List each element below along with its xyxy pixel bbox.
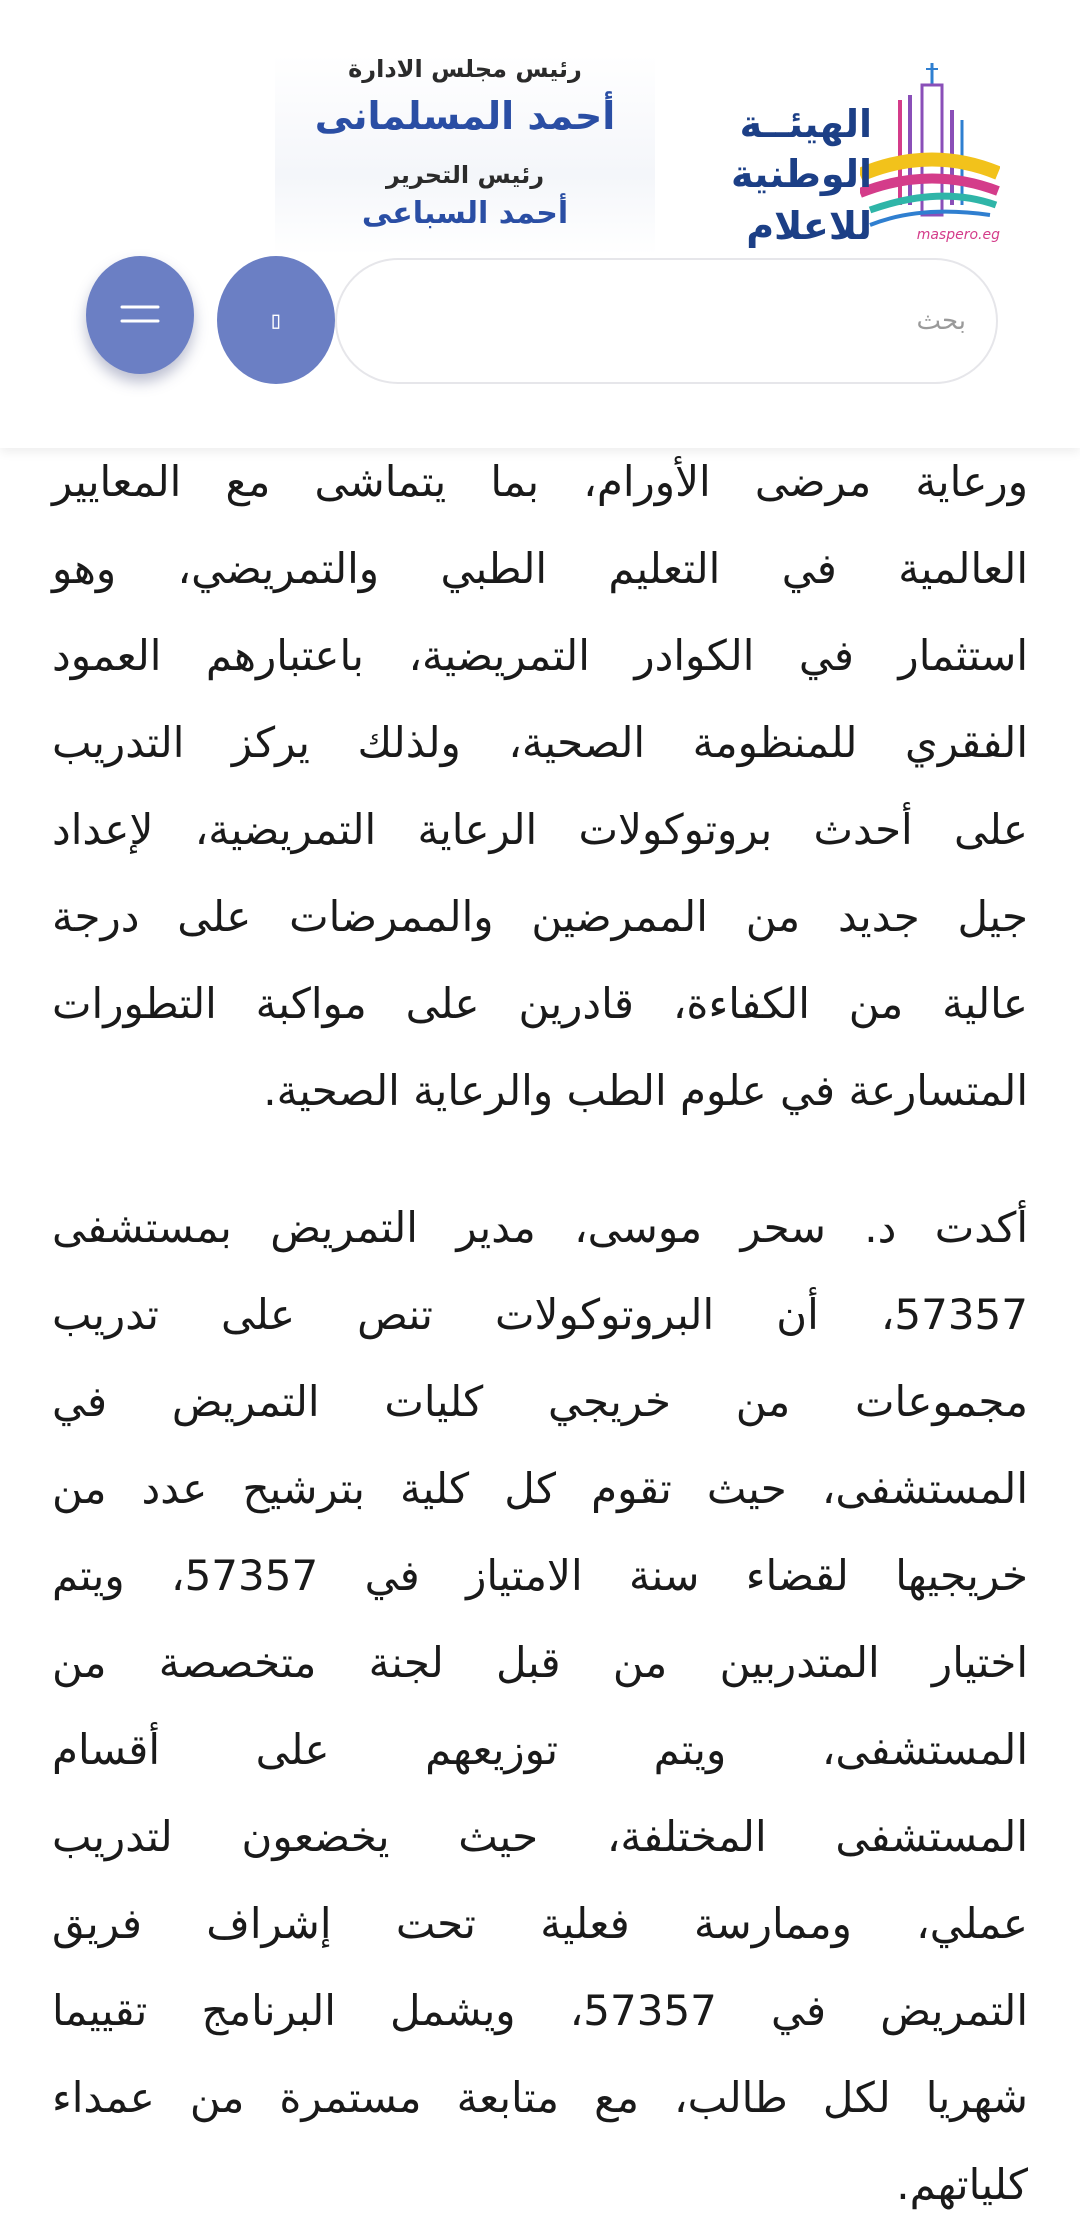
- search-bar: [335, 258, 998, 384]
- board-chair-label: رئيس مجلس الادارة: [348, 55, 582, 83]
- paragraph-spacer: [52, 1134, 1028, 1184]
- logo-text-line1: الهيئــة: [739, 102, 872, 146]
- article-paragraph-2: [52, 1184, 1028, 2228]
- search-icon: ▯: [268, 306, 284, 334]
- article-body: [52, 448, 1028, 2228]
- paragraph-line: عملي، وممارسة فعلية تحت إشراف فريق: [52, 1899, 1028, 1948]
- paragraph-line: 57357، أن البروتوكولات تنص على تدريب: [52, 1290, 1028, 1339]
- paragraph-line: المستشفى، حيث تقوم كل كلية بترشيح عدد من: [52, 1464, 1028, 1513]
- paragraph-line: التمريض في 57357، ويشمل البرنامج تقييما: [52, 1986, 1028, 2035]
- logo-text-line2: الوطنية: [731, 152, 872, 196]
- logo-url: maspero.eg: [916, 227, 1000, 243]
- paragraph-line: اختيار المتدربين من قبل لجنة متخصصة من: [52, 1638, 1028, 1687]
- paragraph-line: المتسارعة في علوم الطب والرعاية الصحية.: [263, 1066, 1028, 1115]
- article-paragraph-1: [52, 438, 1028, 1134]
- paragraph-line: المستشفى المختلفة، حيث يخضعون لتدريب: [52, 1812, 1028, 1861]
- paragraph-line: جيل جديد من الممرضين والممرضات على درجة: [52, 892, 1028, 941]
- masthead-credits: [275, 55, 655, 255]
- paragraph-line: ورعاية مرضى الأورام، بما يتماشى مع المعايير: [52, 457, 1028, 506]
- paragraph-line: أكدت د. سحر موسى، مدير التمريض بمستشفى: [52, 1203, 1028, 1252]
- editor-name: أحمد السباعى: [361, 196, 569, 232]
- hamburger-menu-icon: [120, 302, 160, 328]
- paragraph-line: على أحدث بروتوكولات الرعاية التمريضية، لإعداد: [52, 805, 1028, 854]
- paragraph-line: العالمية في التعليم الطبي والتمريضي، وهو: [52, 544, 1028, 593]
- paragraph-line: استثمار في الكوادر التمريضية، باعتبارهم العمود: [52, 631, 1028, 680]
- board-chair-name: أحمد المسلمانى: [314, 93, 616, 138]
- logo-text-line3: للاعلام: [746, 204, 872, 248]
- paragraph-line: الفقري للمنظومة الصحية، ولذلك يركز التدريب: [52, 718, 1028, 767]
- editor-label: رئيس التحرير: [385, 161, 545, 190]
- paragraph-line: مجموعات من خريجي كليات التمريض في: [52, 1377, 1028, 1426]
- paragraph-line: شهريا لكل طالب، مع متابعة مستمرة من عمداء: [52, 2073, 1028, 2122]
- menu-button[interactable]: [86, 256, 194, 374]
- paragraph-line: خريجيها لقضاء سنة الامتياز في 57357، ويتم: [52, 1551, 1028, 1600]
- paragraph-line: المستشفى، ويتم توزيعهم على أقسام: [52, 1725, 1028, 1774]
- site-logo[interactable]: [700, 55, 1000, 260]
- search-button[interactable]: [217, 256, 335, 384]
- site-header: [0, 0, 1080, 448]
- paragraph-line: عالية من الكفاءة، قادرين على مواكبة التطورات: [52, 979, 1028, 1028]
- search-input[interactable]: [367, 306, 966, 336]
- paragraph-line: كلياتهم.: [896, 2160, 1028, 2209]
